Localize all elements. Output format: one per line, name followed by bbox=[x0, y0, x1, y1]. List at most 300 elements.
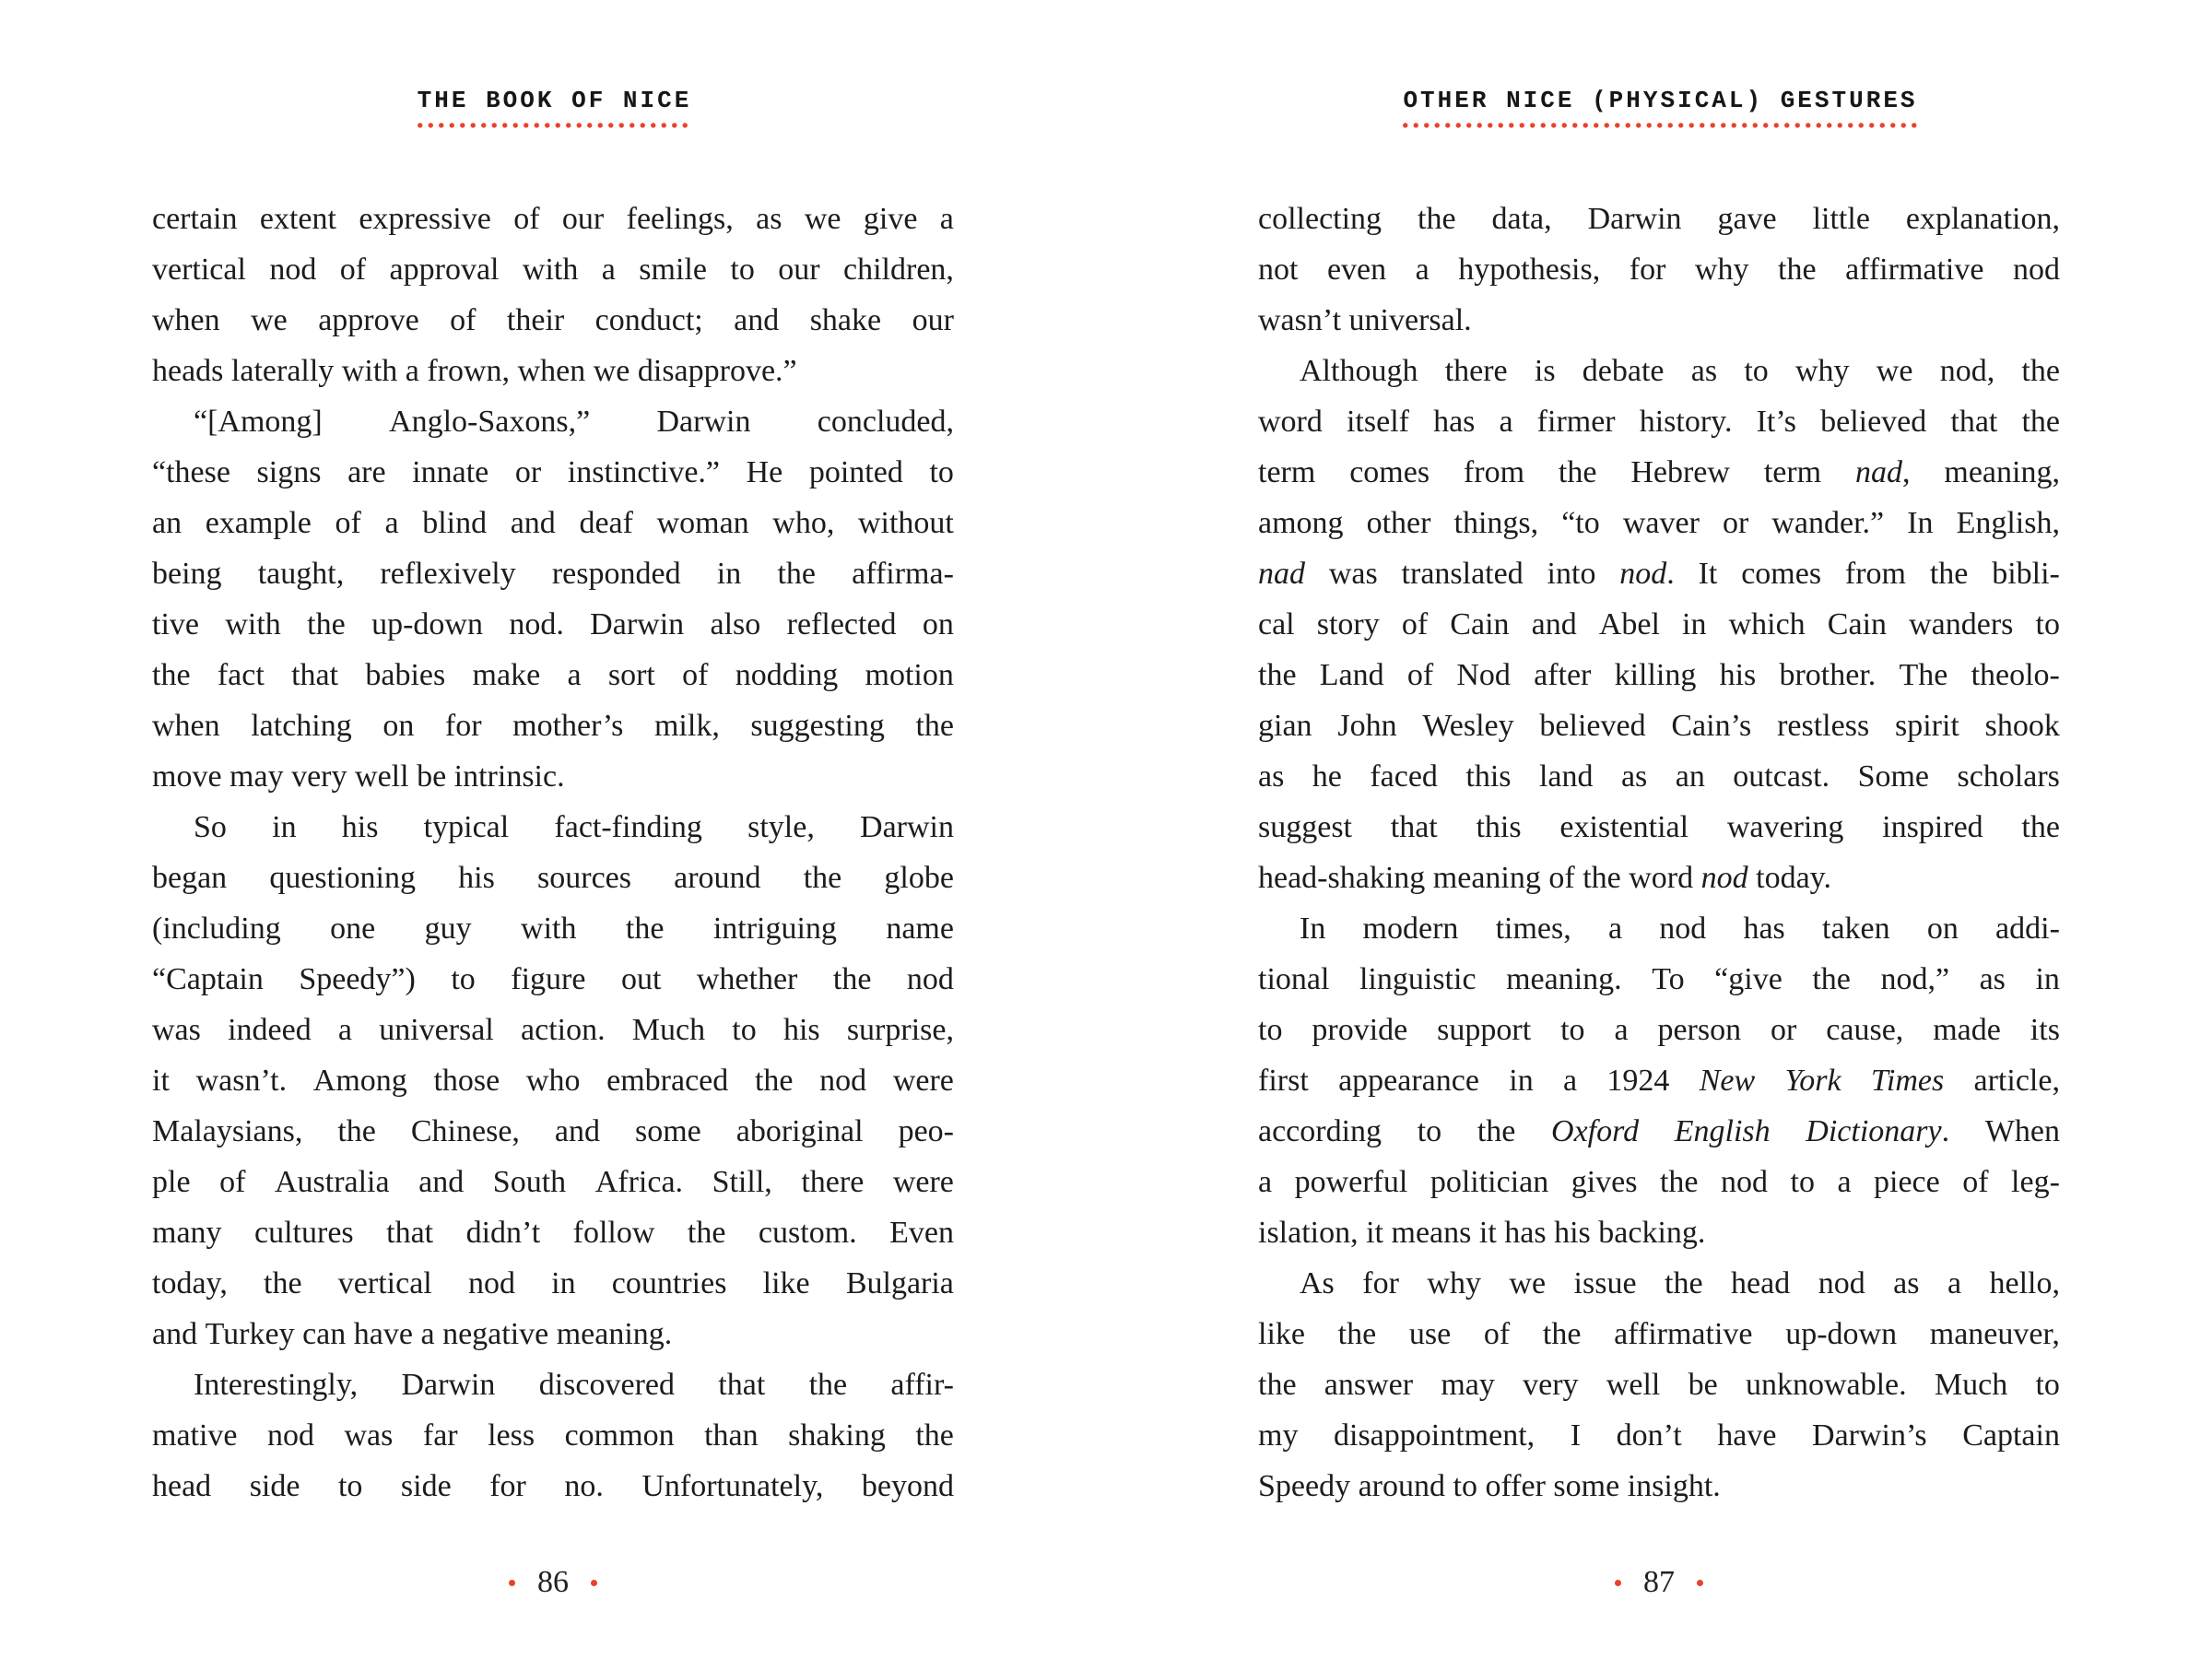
text-line bbox=[1258, 1258, 2060, 1309]
word: there bbox=[1444, 354, 1508, 388]
word: milk, bbox=[653, 709, 720, 743]
word: as bbox=[1620, 759, 1648, 794]
word: history. bbox=[1639, 405, 1733, 439]
text-line bbox=[152, 1005, 954, 1055]
word: outcast. bbox=[1733, 759, 1830, 794]
word: with bbox=[522, 253, 579, 287]
word: it bbox=[1366, 1216, 1384, 1250]
text-line bbox=[1258, 1359, 2060, 1410]
text-line bbox=[1258, 954, 2060, 1005]
text-line bbox=[1258, 244, 2060, 295]
word: nod bbox=[1818, 1266, 1865, 1300]
word: disapprove.” bbox=[637, 354, 797, 388]
text-line bbox=[1258, 1005, 2060, 1055]
word: explanation, bbox=[1905, 202, 2060, 236]
word: other bbox=[1366, 506, 1431, 540]
text-line bbox=[152, 396, 954, 447]
word: for bbox=[444, 709, 482, 743]
word: nod bbox=[1721, 1165, 1769, 1199]
word: didn’t bbox=[465, 1216, 541, 1250]
word: have bbox=[1717, 1418, 1777, 1453]
word: English bbox=[1674, 1114, 1771, 1148]
word: his bbox=[341, 810, 379, 844]
word: islation, bbox=[1258, 1216, 1359, 1250]
word: the bbox=[754, 1064, 794, 1098]
word: as bbox=[1690, 354, 1718, 388]
word: when bbox=[517, 354, 586, 388]
word: mother’s bbox=[512, 709, 624, 743]
word: he bbox=[1312, 759, 1342, 794]
word: follow bbox=[572, 1216, 655, 1250]
word: powerful bbox=[1294, 1165, 1408, 1199]
word: his bbox=[1719, 658, 1757, 692]
word: some bbox=[1553, 1469, 1620, 1503]
word: fact-finding bbox=[554, 810, 702, 844]
word: that bbox=[1390, 810, 1438, 844]
text-line bbox=[152, 853, 954, 903]
word: very bbox=[291, 759, 347, 794]
word: peo- bbox=[898, 1114, 954, 1148]
word: unknowable. bbox=[1745, 1368, 1907, 1402]
word: like bbox=[1258, 1317, 1305, 1351]
text-line bbox=[152, 498, 954, 548]
word: debate bbox=[1582, 354, 1665, 388]
word: suggesting bbox=[750, 709, 885, 743]
word: was bbox=[344, 1418, 394, 1453]
word: his bbox=[458, 861, 495, 895]
word: nod, bbox=[1939, 354, 1995, 388]
word: the bbox=[1929, 557, 1969, 591]
word: no. bbox=[564, 1469, 604, 1503]
word: is bbox=[1534, 354, 1556, 388]
word: Dictionary. bbox=[1806, 1114, 1950, 1148]
word: as bbox=[1893, 1266, 1920, 1300]
word: the bbox=[1418, 202, 1456, 236]
word: instinctive.” bbox=[567, 455, 721, 489]
word: the bbox=[1812, 962, 1851, 996]
word: Interestingly, bbox=[194, 1368, 359, 1402]
word: has bbox=[1504, 1216, 1547, 1250]
text-line bbox=[1258, 498, 2060, 548]
word: and bbox=[510, 506, 556, 540]
word: give bbox=[863, 202, 918, 236]
word: guy bbox=[424, 912, 472, 946]
word: the bbox=[915, 1418, 954, 1453]
word: those bbox=[433, 1064, 500, 1098]
right-page bbox=[1258, 0, 2060, 1659]
word: Speedy bbox=[1258, 1469, 1351, 1503]
word: the bbox=[2021, 810, 2060, 844]
word: “Captain bbox=[152, 962, 264, 996]
word: wavering bbox=[1726, 810, 1844, 844]
word: addi- bbox=[1995, 912, 2060, 946]
word: common bbox=[564, 1418, 675, 1453]
word: affirma- bbox=[852, 557, 954, 591]
word: among bbox=[1258, 506, 1344, 540]
word: heads bbox=[152, 354, 224, 388]
word: Darwin’s bbox=[1812, 1418, 1927, 1453]
word: globe bbox=[884, 861, 954, 895]
word: the bbox=[1258, 1368, 1297, 1402]
word: wander.” bbox=[1771, 506, 1885, 540]
word: appearance bbox=[1338, 1064, 1479, 1098]
word: well bbox=[355, 759, 409, 794]
word: Abel bbox=[1598, 607, 1660, 641]
word: and bbox=[152, 1317, 198, 1351]
word: the bbox=[1583, 861, 1621, 895]
word: theolo- bbox=[1971, 658, 2060, 692]
word: Cain bbox=[1827, 607, 1888, 641]
word: from bbox=[1844, 557, 1906, 591]
word: intriguing bbox=[712, 912, 837, 946]
word: Darwin bbox=[1587, 202, 1682, 236]
word: comes bbox=[1741, 557, 1822, 591]
word: Darwin bbox=[590, 607, 685, 641]
word: means bbox=[1391, 1216, 1472, 1250]
word: motion bbox=[865, 658, 954, 692]
word: Anglo-Saxons,” bbox=[389, 405, 591, 439]
word: when bbox=[152, 303, 220, 337]
text-line bbox=[1258, 1157, 2060, 1207]
word: we bbox=[1876, 354, 1913, 388]
word: answer bbox=[1324, 1368, 1414, 1402]
word: around bbox=[674, 861, 761, 895]
left-page-body bbox=[152, 194, 954, 1512]
word: without bbox=[857, 506, 954, 540]
word: the bbox=[337, 1114, 376, 1148]
word: wanders bbox=[1909, 607, 2014, 641]
word: land bbox=[1538, 759, 1594, 794]
word: cal bbox=[1258, 607, 1295, 641]
word: the bbox=[264, 1266, 302, 1300]
word: to bbox=[1417, 1114, 1442, 1148]
word: Some bbox=[1857, 759, 1930, 794]
word: the bbox=[1542, 1317, 1582, 1351]
word: today. bbox=[1756, 861, 1831, 895]
word: was bbox=[1328, 557, 1378, 591]
word: Oxford bbox=[1551, 1114, 1640, 1148]
word: the bbox=[1778, 253, 1817, 287]
word: nad, bbox=[1855, 455, 1911, 489]
word: his bbox=[1554, 1216, 1591, 1250]
word: certain bbox=[152, 202, 238, 236]
word: for bbox=[489, 1469, 526, 1503]
word: data, bbox=[1491, 202, 1552, 236]
folio-dot-icon bbox=[591, 1580, 597, 1586]
word: deaf bbox=[579, 506, 633, 540]
word: we bbox=[1509, 1266, 1547, 1300]
word: As bbox=[1300, 1266, 1335, 1300]
text-line bbox=[152, 295, 954, 346]
word: It’s bbox=[1756, 405, 1797, 439]
word: nod bbox=[467, 1266, 515, 1300]
word: be bbox=[417, 759, 447, 794]
word: name bbox=[886, 912, 954, 946]
word: according bbox=[1258, 1114, 1382, 1148]
word: make bbox=[472, 658, 541, 692]
text-line bbox=[152, 447, 954, 498]
word: example bbox=[205, 506, 312, 540]
word: He bbox=[746, 455, 783, 489]
word: a bbox=[1607, 912, 1623, 946]
word: “to bbox=[1561, 506, 1600, 540]
word: maneuver, bbox=[1929, 1317, 2060, 1351]
word: of bbox=[219, 1165, 246, 1199]
word: after bbox=[1534, 658, 1592, 692]
text-line bbox=[152, 1410, 954, 1461]
word: a bbox=[1499, 405, 1513, 439]
word: its bbox=[2030, 1013, 2060, 1047]
word: or bbox=[1771, 1013, 1797, 1047]
word: nod bbox=[1700, 861, 1748, 895]
left-running-head-text: THE BOOK OF NICE bbox=[413, 87, 694, 128]
word: for bbox=[1629, 253, 1666, 287]
word: Even bbox=[889, 1216, 954, 1250]
word: York bbox=[1784, 1064, 1841, 1098]
word: the bbox=[152, 658, 191, 692]
word: there bbox=[801, 1165, 865, 1199]
word: our bbox=[561, 202, 605, 236]
word: with bbox=[341, 354, 398, 388]
text-line bbox=[1258, 396, 2060, 447]
word: has bbox=[1433, 405, 1476, 439]
word: their bbox=[506, 303, 565, 337]
word: responded bbox=[551, 557, 681, 591]
word: indeed bbox=[228, 1013, 312, 1047]
word: a bbox=[1563, 1064, 1578, 1098]
word: we bbox=[804, 202, 841, 236]
word: that bbox=[1950, 405, 1998, 439]
word: approval bbox=[389, 253, 500, 287]
word: that bbox=[291, 658, 339, 692]
word: approve bbox=[318, 303, 419, 337]
word: feelings, bbox=[626, 202, 734, 236]
word: fact bbox=[217, 658, 265, 692]
word: around bbox=[1358, 1469, 1446, 1503]
word: So bbox=[194, 810, 227, 844]
word: support bbox=[1437, 1013, 1532, 1047]
word: on bbox=[922, 607, 954, 641]
word: 1924 bbox=[1606, 1064, 1670, 1098]
word: than bbox=[704, 1418, 759, 1453]
word: hello, bbox=[1989, 1266, 2060, 1300]
word: questioning bbox=[269, 861, 417, 895]
word: It bbox=[1698, 557, 1718, 591]
word: of bbox=[1962, 1165, 1989, 1199]
word: a bbox=[1614, 1013, 1629, 1047]
word: the bbox=[625, 912, 665, 946]
text-line bbox=[152, 1258, 954, 1309]
word: that bbox=[386, 1216, 434, 1250]
word: issue bbox=[1573, 1266, 1637, 1300]
word: side bbox=[400, 1469, 452, 1503]
word: are bbox=[347, 455, 386, 489]
word: typical bbox=[423, 810, 510, 844]
word: shake bbox=[809, 303, 882, 337]
word: Captain bbox=[1962, 1418, 2060, 1453]
folio-dot-icon bbox=[509, 1580, 515, 1586]
word: of bbox=[335, 506, 361, 540]
word: pointed bbox=[808, 455, 903, 489]
word: In bbox=[1300, 912, 1326, 946]
left-folio bbox=[152, 1565, 954, 1600]
word: side bbox=[249, 1469, 300, 1503]
word: in bbox=[1682, 607, 1707, 641]
word: who bbox=[525, 1064, 581, 1098]
left-running-head bbox=[152, 87, 954, 128]
word: to bbox=[337, 1469, 363, 1503]
word: of bbox=[1406, 658, 1434, 692]
word: to bbox=[451, 962, 476, 996]
word: English, bbox=[1956, 506, 2060, 540]
word: of bbox=[1548, 861, 1575, 895]
word: blind bbox=[422, 506, 488, 540]
word: to bbox=[730, 253, 755, 287]
word: universal. bbox=[1348, 303, 1472, 337]
word: “[Among] bbox=[194, 405, 323, 439]
word: one bbox=[330, 912, 376, 946]
word: little bbox=[1812, 202, 1870, 236]
right-page-body bbox=[1258, 194, 2060, 1512]
word: children, bbox=[843, 253, 954, 287]
word: action. bbox=[521, 1013, 606, 1047]
word: bibli- bbox=[1992, 557, 2060, 591]
word: expressive bbox=[359, 202, 491, 236]
word: taken bbox=[1822, 912, 1890, 946]
text-line bbox=[152, 954, 954, 1005]
word: the bbox=[1477, 1114, 1516, 1148]
word: I bbox=[1570, 1418, 1582, 1453]
word: Nod bbox=[1456, 658, 1511, 692]
word: it bbox=[152, 1064, 170, 1098]
word: has bbox=[1743, 912, 1785, 946]
word: Darwin bbox=[656, 405, 751, 439]
word: not bbox=[1258, 253, 1299, 287]
word: translated bbox=[1401, 557, 1524, 591]
word: Much bbox=[631, 1013, 706, 1047]
word: our bbox=[778, 253, 820, 287]
word: Australia bbox=[274, 1165, 390, 1199]
text-line bbox=[152, 1309, 954, 1359]
word: shaking bbox=[788, 1418, 886, 1453]
word: when bbox=[152, 709, 220, 743]
word: in bbox=[1509, 1064, 1534, 1098]
word: meaning. bbox=[1506, 962, 1622, 996]
word: a bbox=[1415, 253, 1430, 287]
word: the bbox=[915, 709, 954, 743]
word: affirmative bbox=[1614, 1317, 1753, 1351]
text-line bbox=[1258, 295, 2060, 346]
word: move bbox=[152, 759, 222, 794]
word: cause, bbox=[1826, 1013, 1904, 1047]
word: a bbox=[939, 202, 954, 236]
word: nod. bbox=[1619, 557, 1675, 591]
word: the bbox=[777, 557, 816, 591]
word: nod bbox=[1659, 912, 1707, 946]
word: laterally bbox=[230, 354, 335, 388]
word: whether bbox=[696, 962, 798, 996]
text-line bbox=[1258, 1207, 2060, 1258]
word: spirit bbox=[1894, 709, 1959, 743]
word: the bbox=[307, 607, 346, 641]
word: nod bbox=[269, 253, 317, 287]
word: we bbox=[593, 354, 630, 388]
word: a bbox=[405, 354, 419, 388]
word: head bbox=[152, 1469, 212, 1503]
word: of bbox=[1483, 1317, 1511, 1351]
word: and bbox=[554, 1114, 600, 1148]
word: to bbox=[929, 455, 954, 489]
word: To bbox=[1652, 962, 1685, 996]
word: Although bbox=[1300, 354, 1418, 388]
word: of bbox=[339, 253, 367, 287]
word: gian bbox=[1258, 709, 1312, 743]
word: to bbox=[2035, 607, 2060, 641]
word: When bbox=[1984, 1114, 2060, 1148]
text-line bbox=[1258, 548, 2060, 599]
word: insight. bbox=[1627, 1469, 1721, 1503]
word: Bulgaria bbox=[845, 1266, 954, 1300]
word: “give bbox=[1714, 962, 1783, 996]
word: and bbox=[418, 1165, 465, 1199]
word: (including bbox=[152, 912, 281, 946]
text-line bbox=[152, 346, 954, 396]
word: “these bbox=[152, 455, 230, 489]
word: Turkey bbox=[205, 1317, 295, 1351]
word: word bbox=[1629, 861, 1694, 895]
word: a bbox=[1837, 1165, 1852, 1199]
right-running-head-text: OTHER NICE (PHYSICAL) GESTURES bbox=[1398, 87, 1919, 128]
word: the bbox=[2021, 405, 2060, 439]
word: the bbox=[1558, 455, 1597, 489]
text-line bbox=[1258, 802, 2060, 853]
text-line bbox=[1258, 1106, 2060, 1157]
word: vertical bbox=[152, 253, 246, 287]
word: as bbox=[1258, 759, 1285, 794]
word: far bbox=[422, 1418, 458, 1453]
word: first bbox=[1258, 1064, 1309, 1098]
word: being bbox=[152, 557, 222, 591]
word: as bbox=[1979, 962, 2006, 996]
word: term bbox=[1763, 455, 1822, 489]
word: sort bbox=[607, 658, 655, 692]
word: or bbox=[1722, 506, 1749, 540]
left-page-number: 86 bbox=[537, 1565, 569, 1599]
word: taught, bbox=[257, 557, 345, 591]
word: believed bbox=[1539, 709, 1646, 743]
word: affirmative bbox=[1845, 253, 1984, 287]
folio-dot-icon bbox=[1615, 1580, 1621, 1586]
word: the bbox=[803, 861, 842, 895]
word: meaning. bbox=[556, 1317, 673, 1351]
word: to bbox=[1744, 354, 1769, 388]
word: piece bbox=[1874, 1165, 1940, 1199]
word: the bbox=[687, 1216, 726, 1250]
word: vertical bbox=[337, 1266, 432, 1300]
word: figure bbox=[511, 962, 586, 996]
word: gave bbox=[1717, 202, 1777, 236]
word: head-shaking bbox=[1258, 861, 1426, 895]
word: like bbox=[762, 1266, 810, 1300]
word: concluded, bbox=[817, 405, 954, 439]
word: less bbox=[488, 1418, 535, 1453]
right-folio bbox=[1258, 1565, 2060, 1600]
word: why bbox=[1694, 253, 1749, 287]
word: this bbox=[1476, 810, 1522, 844]
word: with bbox=[225, 607, 281, 641]
word: may bbox=[1441, 1368, 1495, 1402]
text-line bbox=[152, 1359, 954, 1410]
